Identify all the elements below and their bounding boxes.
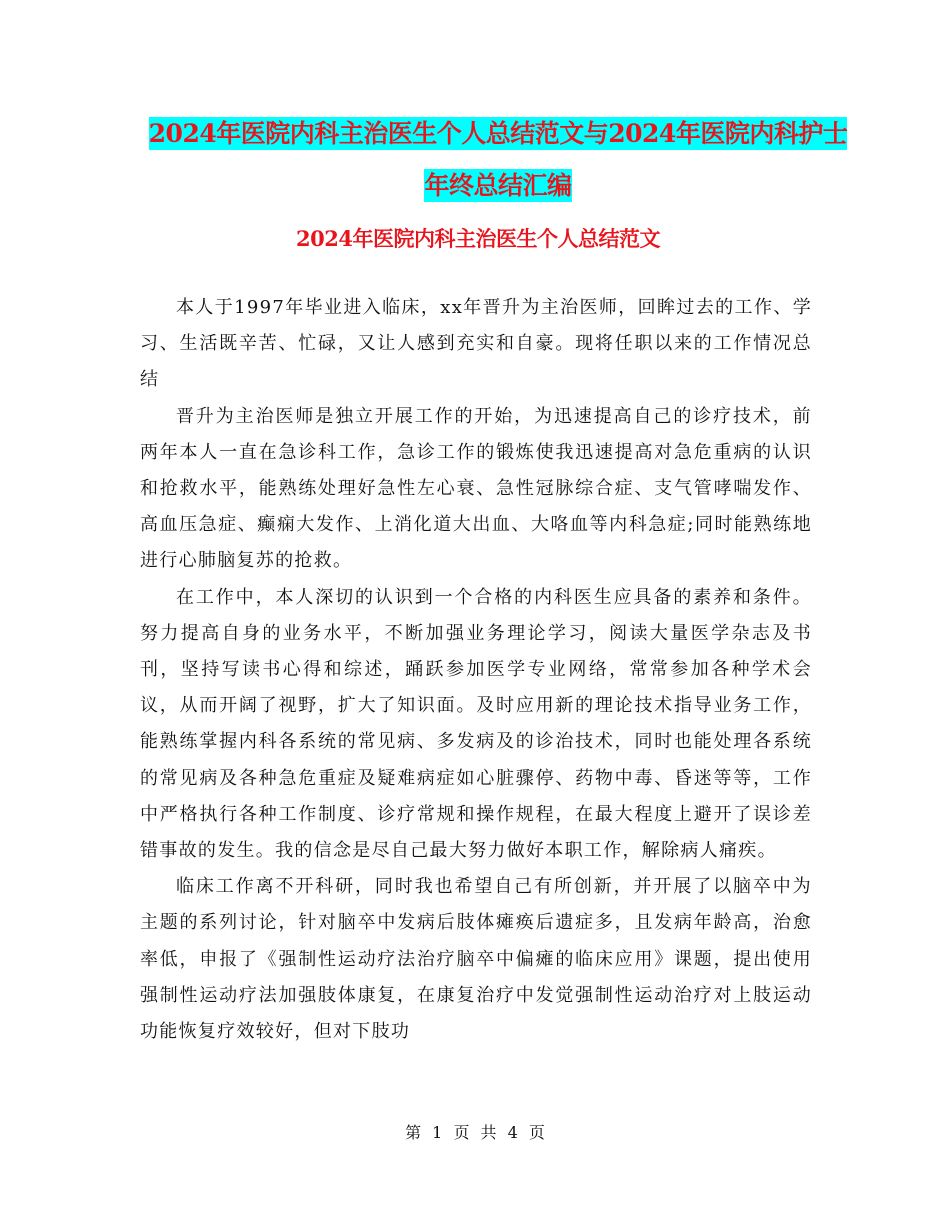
page-footer: 第 1 页 共 4 页 bbox=[405, 1123, 545, 1142]
document-title-text: 2024年医院内科主治医生个人总结范文与2024年医院内科护士年终总结汇编 bbox=[148, 119, 848, 200]
paragraph: 在工作中，本人深切的认识到一个合格的内科医生应具备的素养和条件。努力提高自身的业务水平，不断加强业务理论学习，阅读大量医学杂志及书刊，坚持写读书心得和综述，踊跃参加医学专业网络，常常参加各种学术会议，从而开阔了视野，扩大了知识面。及时应用新的理论技术指导业务工作，能熟练掌握内科各系统的常见病、多发病及的诊治技术，同时也能处理各系统的常见病及各种急危重症及疑难病症如心脏骤停、药物中毒、昏迷等等，工作中严格执行各种工作制度、诊疗常规和操作规程，在最大程度上避开了误诊差错事故的发生。我的信念是尽自己最大努力做好本职工作，解除病人痛疾。 bbox=[140, 586, 812, 862]
document-title bbox=[140, 108, 856, 212]
section-title: 2024年医院内科主治医生个人总结范文 bbox=[296, 226, 660, 251]
paragraph: 临床工作离不开科研，同时我也希望自己有所创新，并开展了以脑卒中为主题的系列讨论，针对脑卒中发病后肢体瘫痪后遗症多，且发病年龄高，治愈率低，申报了《强制性运动疗法治疗脑卒中偏瘫的临床应用》课题，提出使用强制性运动疗法加强肢体康复，在康复治疗中发觉强制性运动治疗对上肢运动功能恢复疗效较好，但对下肢功 bbox=[140, 876, 812, 1043]
paragraph: 本人于1997年毕业进入临床，xx年晋升为主治医师，回眸过去的工作、学习、生活既辛苦、忙碌，又让人感到充实和自豪。现将任职以来的工作情况总结 bbox=[140, 297, 812, 391]
document-body bbox=[140, 290, 812, 1050]
paragraph: 晋升为主治医师是独立开展工作的开始，为迅速提高自己的诊疗技术，前两年本人一直在急诊科工作，急诊工作的锻炼使我迅速提高对急危重病的认识和抢救水平，能熟练处理好急性左心衰、急性冠脉综合症、支气管哮喘发作、高血压急症、癫痫大发作、上消化道大出血、大咯血等内科急症;同时能熟练地进行心肺脑复苏的抢救。 bbox=[140, 405, 812, 572]
